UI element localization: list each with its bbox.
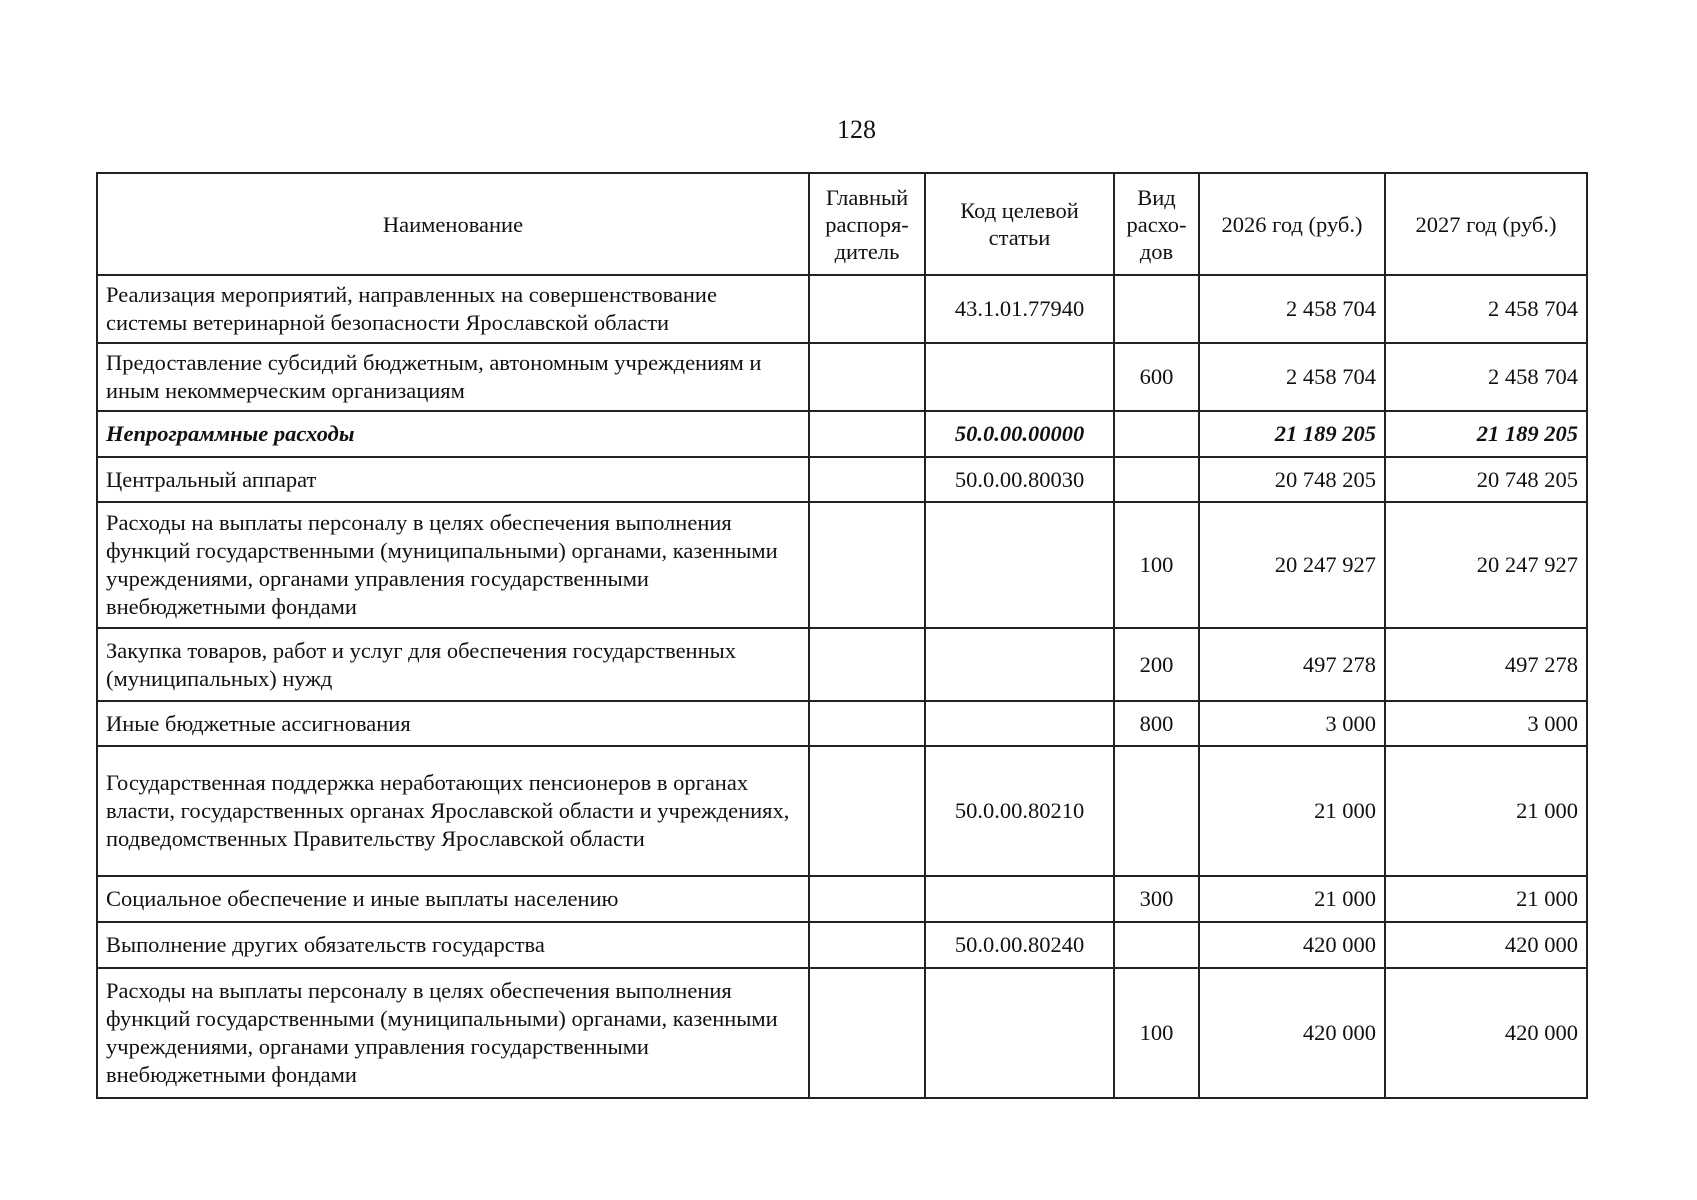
table-row: [97, 876, 1587, 922]
header-2027: 2027 год (руб.): [1385, 173, 1587, 275]
page-number-text: 128: [837, 115, 876, 144]
cell-vid: [1114, 746, 1199, 876]
cell-name: Закупка товаров, работ и услуг для обеспечения государственных (муниципальных) нужд: [97, 628, 809, 701]
cell-2026: 420 000: [1199, 922, 1385, 968]
cell-vid: [1114, 411, 1199, 457]
cell-vid: 300: [1114, 876, 1199, 922]
cell-code: [925, 876, 1114, 922]
cell-2026: 2 458 704: [1199, 275, 1385, 343]
cell-vid: 600: [1114, 343, 1199, 411]
cell-2026: 21 000: [1199, 876, 1385, 922]
cell-2027: 2 458 704: [1385, 343, 1587, 411]
cell-code: [925, 502, 1114, 628]
cell-2026: 497 278: [1199, 628, 1385, 701]
header-vid: Вид расхо-дов: [1114, 173, 1199, 275]
cell-name: Социальное обеспечение и иные выплаты населению: [97, 876, 809, 922]
cell-code: 43.1.01.77940: [925, 275, 1114, 343]
cell-name: Центральный аппарат: [97, 457, 809, 502]
header-grbs: Главный распоря-дитель: [809, 173, 925, 275]
cell-grbs: [809, 275, 925, 343]
cell-vid: 100: [1114, 968, 1199, 1098]
cell-grbs: [809, 922, 925, 968]
cell-2026: 21 189 205: [1199, 411, 1385, 457]
table-row: [97, 457, 1587, 502]
cell-name: Предоставление субсидий бюджетным, автономным учреждениям и иным некоммерческим организациям: [97, 343, 809, 411]
table-header-row: [97, 173, 1587, 275]
cell-vid: [1114, 275, 1199, 343]
cell-grbs: [809, 411, 925, 457]
table-row: [97, 701, 1587, 746]
cell-2027: 20 247 927: [1385, 502, 1587, 628]
cell-2027: 420 000: [1385, 922, 1587, 968]
cell-name: Реализация мероприятий, направленных на совершенствование системы ветеринарной безопасности Ярославской области: [97, 275, 809, 343]
header-2026: 2026 год (руб.): [1199, 173, 1385, 275]
cell-2027: 3 000: [1385, 701, 1587, 746]
cell-code: 50.0.00.00000: [925, 411, 1114, 457]
cell-grbs: [809, 876, 925, 922]
cell-code: [925, 343, 1114, 411]
cell-vid: [1114, 922, 1199, 968]
cell-code: 50.0.00.80030: [925, 457, 1114, 502]
cell-name: Непрограммные расходы: [97, 411, 809, 457]
cell-2027: 21 189 205: [1385, 411, 1587, 457]
table-row: [97, 628, 1587, 701]
cell-2027: 420 000: [1385, 968, 1587, 1098]
table-row: [97, 968, 1587, 1098]
cell-grbs: [809, 628, 925, 701]
cell-code: [925, 701, 1114, 746]
cell-vid: 100: [1114, 502, 1199, 628]
cell-code: 50.0.00.80210: [925, 746, 1114, 876]
cell-code: 50.0.00.80240: [925, 922, 1114, 968]
cell-name: Иные бюджетные ассигнования: [97, 701, 809, 746]
cell-2027: 21 000: [1385, 746, 1587, 876]
cell-grbs: [809, 968, 925, 1098]
cell-2027: 497 278: [1385, 628, 1587, 701]
cell-2026: 20 748 205: [1199, 457, 1385, 502]
budget-table: [96, 172, 1588, 1099]
cell-2027: 21 000: [1385, 876, 1587, 922]
cell-2026: 3 000: [1199, 701, 1385, 746]
cell-grbs: [809, 457, 925, 502]
cell-2026: 2 458 704: [1199, 343, 1385, 411]
cell-2026: 21 000: [1199, 746, 1385, 876]
page-number: [0, 114, 1697, 146]
cell-2026: 420 000: [1199, 968, 1385, 1098]
cell-name: Расходы на выплаты персоналу в целях обеспечения выполнения функций государственными (муниципальными) органами, казенными учреждениями, органами управления государственными внебюджетными фондами: [97, 968, 809, 1098]
header-code: Код целевой статьи: [925, 173, 1114, 275]
table-row: [97, 922, 1587, 968]
table-row: [97, 746, 1587, 876]
header-name: Наименование: [97, 173, 809, 275]
cell-grbs: [809, 502, 925, 628]
cell-2027: 2 458 704: [1385, 275, 1587, 343]
cell-name: Выполнение других обязательств государства: [97, 922, 809, 968]
cell-name: Государственная поддержка неработающих пенсионеров в органах власти, государственных органах Ярославской области и учреждениях, подведомственных Правительству Ярославской области: [97, 746, 809, 876]
table-row: [97, 502, 1587, 628]
cell-vid: [1114, 457, 1199, 502]
cell-grbs: [809, 701, 925, 746]
cell-grbs: [809, 343, 925, 411]
table-row-section: [97, 411, 1587, 457]
cell-2026: 20 247 927: [1199, 502, 1385, 628]
cell-2027: 20 748 205: [1385, 457, 1587, 502]
cell-code: [925, 628, 1114, 701]
table-row: [97, 343, 1587, 411]
cell-grbs: [809, 746, 925, 876]
cell-vid: 200: [1114, 628, 1199, 701]
cell-vid: 800: [1114, 701, 1199, 746]
cell-name: Расходы на выплаты персоналу в целях обеспечения выполнения функций государственными (муниципальными) органами, казенными учреждениями, органами управления государственными внебюджетными фондами: [97, 502, 809, 628]
table-row: [97, 275, 1587, 343]
cell-code: [925, 968, 1114, 1098]
